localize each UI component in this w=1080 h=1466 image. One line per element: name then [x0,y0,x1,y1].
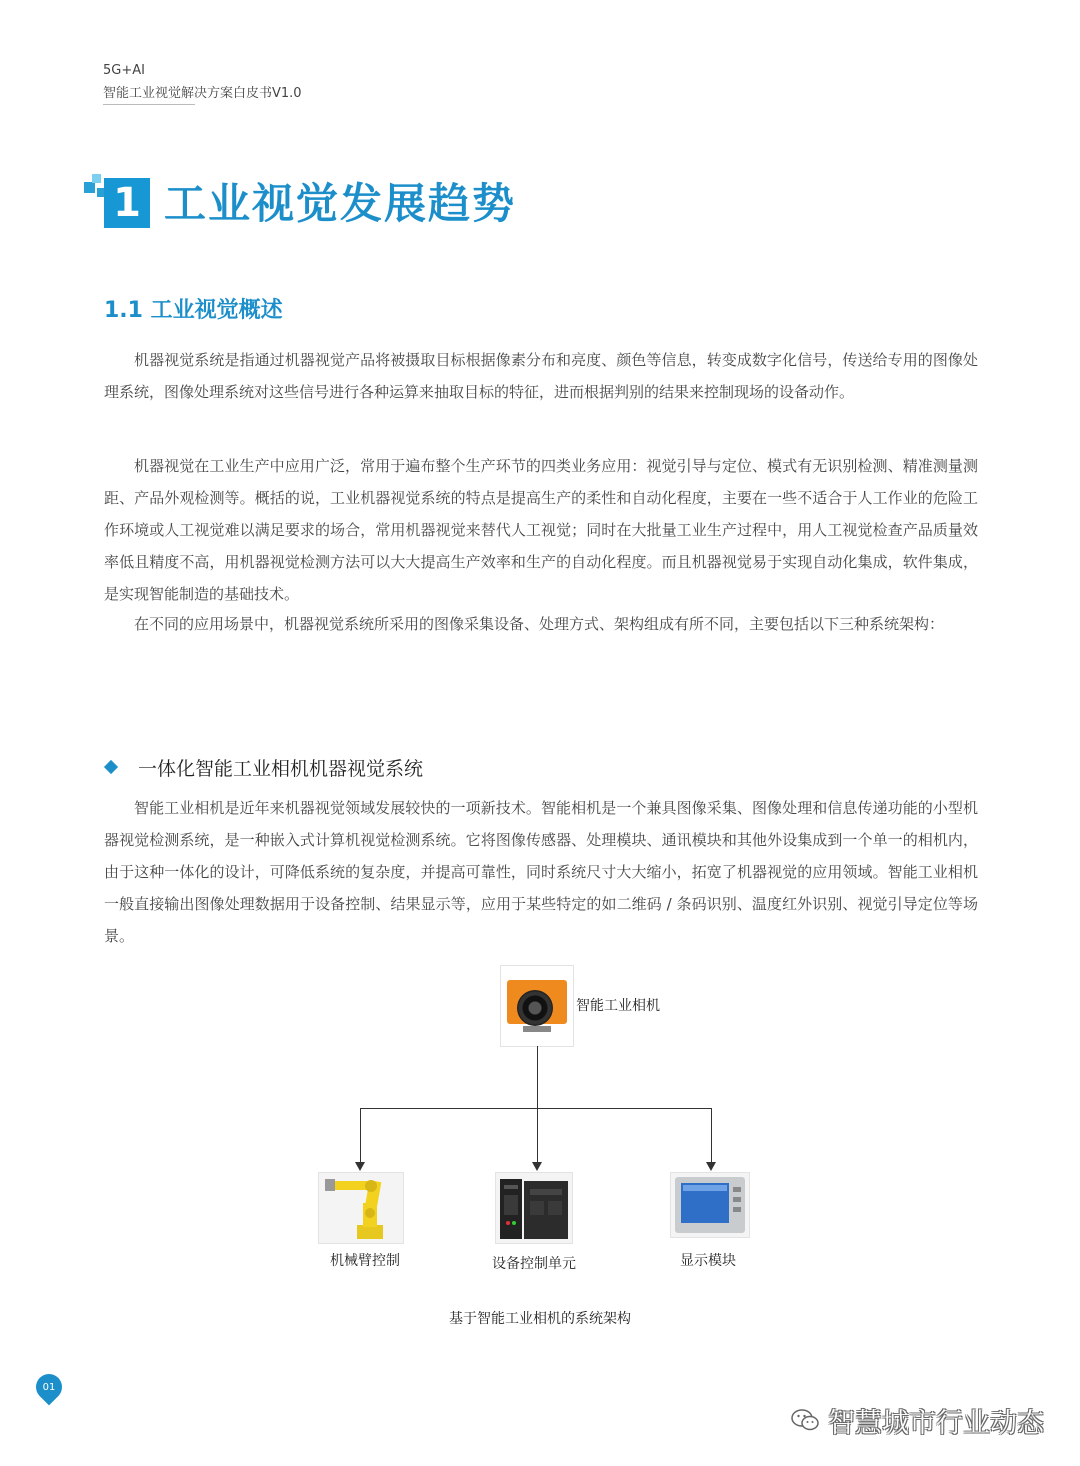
watermark-text: 智慧城市行业动态 [828,1407,1044,1439]
chapter-badge [84,174,154,230]
decor-square [84,182,95,193]
robot-arm-image [318,1172,404,1244]
arrow-down-icon [532,1162,542,1171]
subsection-heading [106,752,423,782]
display-image [670,1172,750,1238]
paragraph: 在不同的应用场景中，机器视觉系统所采用的图像采集设备、处理方式、架构组成有所不同，主要包括以下三种系统架构： [134,615,945,633]
smart-camera-image [500,965,574,1047]
decor-square [92,174,101,183]
device-label-controller: 设备控制单元 [492,1256,576,1272]
controller-image [495,1172,573,1244]
camera-lens-icon [517,990,553,1026]
paragraph: 机器视觉在工业生产中应用广泛，常用于遍布整个生产环节的四类业务应用：视觉引导与定位、模式有无识别检测、精准测量测距、产品外观检测等。概括的说，工业机器视觉系统的特点是提高生产的柔性和自动化程度，主要在一些不适合于人工作业的危险工作环境或人工视觉难以满足要求的场合，常用机器视觉来替代人工视觉；同时在大批量工业生产过程中，用人工视觉检查产品质量效率低且精度不高，用机器视觉检测方法可以大大提高生产效率和生产的自动化程度。而且机器视觉易于实现自动化集成，软件集成，是实现智能制造的基础技术。 [104,457,978,603]
connector-line [537,1046,538,1108]
subsection-title: 一体化智能工业相机机器视觉系统 [138,757,424,780]
diamond-bullet-icon [104,760,118,774]
camera-label: 智能工业相机 [576,998,660,1014]
connector-line [360,1108,712,1109]
figure-caption: 基于智能工业相机的系统架构 [449,1311,631,1327]
page-number: 01 [42,1381,56,1393]
chapter-title: 工业视觉发展趋势 [164,179,517,228]
connector-line [711,1108,712,1162]
connector-line [537,1108,538,1162]
device-label-robot-arm: 机械臂控制 [330,1253,400,1269]
connector-line [360,1108,361,1162]
document-title: 智能工业视觉解决方案白皮书V1.0 [103,86,302,101]
section-title: 1.1 工业视觉概述 [104,298,283,323]
robot-arm-icon [319,1173,403,1243]
wechat-icon [790,1407,820,1433]
controller-icon [496,1173,572,1243]
paragraph: 机器视觉系统是指通过机器视觉产品将被摄取目标根据像素分布和亮度、颜色等信息，转变成数字化信号，传送给专用的图像处理系统，图像处理系统对这些信号进行各种运算来抽取目标的特征，进而根据判别的结果来控制现场的设备动作。 [104,351,978,401]
camera-icon [507,980,567,1024]
watermark [790,1400,1044,1440]
arrow-down-icon [355,1162,365,1171]
header-label: 5G+AI [103,63,145,78]
display-icon [671,1173,749,1237]
arrow-down-icon [706,1162,716,1171]
device-label-display: 显示模块 [680,1253,736,1269]
header-divider [103,104,195,105]
chapter-number: 1 [104,178,150,228]
paragraph: 智能工业相机是近年来机器视觉领域发展较快的一项新技术。智能相机是一个兼具图像采集、图像处理和信息传递功能的小型机器视觉检测系统，是一种嵌入式计算机视觉检测系统。它将图像传感器、处理模块、通讯模块和其他外设集成到一个单一的相机内，由于这种一体化的设计，可降低系统的复杂度，并提高可靠性，同时系统尺寸大大缩小，拓宽了机器视觉的应用领域。智能工业相机一般直接输出图像处理数据用于设备控制、结果显示等，应用于某些特定的如二维码 / 条码识别、温度红外识别、视觉引导定位等场景。 [104,799,978,945]
